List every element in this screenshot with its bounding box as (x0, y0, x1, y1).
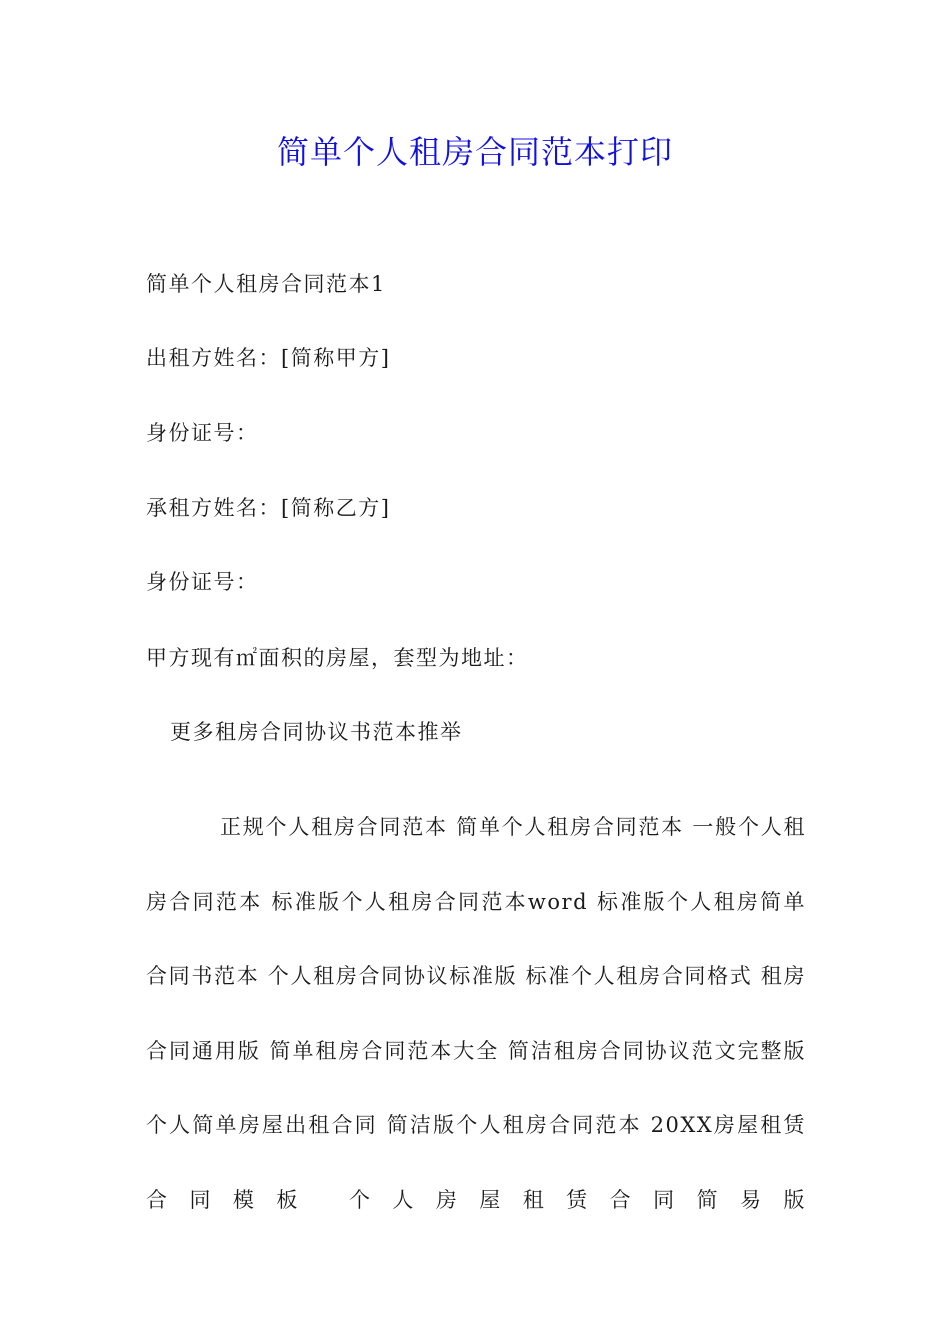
contract-heading: 简单个人租房合同范本1 (146, 272, 386, 296)
recommend-paragraph: 正规个人租房合同范本 简单个人租房合同范本 一般个人租房合同范本 标准版个人租房合同范本word 标准版个人租房简单合同书范本 个人租房合同协议标准版 标准个人租房合同格式 租房合同通用版 简单租房合同范本大全 简洁租房合同协议范文完整版 个人简单房屋出租合同 简洁版个人租房合同范本 20XX房屋租赁合同模板 个人房屋租赁合同简易版 (146, 815, 806, 1212)
lessor-name-line: 出租方姓名：[简称甲方] (146, 346, 391, 370)
recommend-heading: 更多租房合同协议书范本推举 (170, 720, 463, 744)
document-title: 简单个人租房合同范本打印 (276, 133, 673, 171)
lessee-id-line: 身份证号： (146, 570, 259, 594)
lessor-id-line: 身份证号： (146, 421, 259, 445)
property-line: 甲方现有㎡面积的房屋，套型为地址： (146, 646, 529, 670)
lessee-name-line: 承租方姓名：[简称乙方] (146, 496, 391, 520)
